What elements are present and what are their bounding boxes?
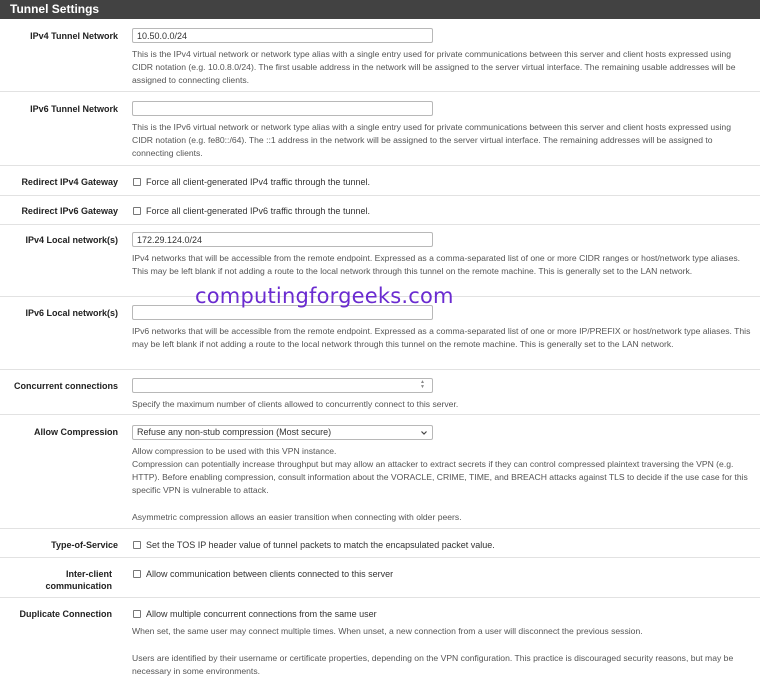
inter-client-communication-checkbox[interactable] xyxy=(133,570,141,578)
row-ipv4-tunnel-network xyxy=(0,19,760,92)
number-spinner-icon[interactable]: ▲ ▼ xyxy=(420,379,425,390)
ipv6-tunnel-network-label: IPv6 Tunnel Network xyxy=(30,104,118,114)
duplicate-connection-help-behavior: When set, the same user may connect multiple times. When unset, a new connection from a user will disconnect the previous session. xyxy=(132,626,643,636)
row-type-of-service xyxy=(0,529,760,558)
row-redirect-ipv4-gateway xyxy=(0,166,760,196)
row-inter-client-communication xyxy=(0,558,760,598)
ipv4-local-networks-input[interactable] xyxy=(132,232,433,247)
section-title: Tunnel Settings xyxy=(0,0,760,19)
duplicate-connection-checkbox-label: Allow multiple concurrent connections from the same user xyxy=(146,609,377,619)
allow-compression-help-intro: Allow compression to be used with this VPN instance. xyxy=(132,446,337,456)
allow-compression-selected-value: Refuse any non-stub compression (Most secure) xyxy=(137,427,332,437)
redirect-ipv4-gateway-checkbox-label: Force all client-generated IPv4 traffic through the tunnel. xyxy=(146,177,370,187)
allow-compression-label: Allow Compression xyxy=(33,427,118,437)
redirect-ipv6-gateway-label: Redirect IPv6 Gateway xyxy=(21,206,118,216)
duplicate-connection-checkbox[interactable] xyxy=(133,610,141,618)
ipv6-local-networks-label: IPv6 Local network(s) xyxy=(25,308,118,318)
allow-compression-help-warning: Compression can potentially increase throughput but may allow an attacker to extract secrets if they can control compressed plaintext traversing the VPN (e.g. HTTP). Before enabling compression, consult information about the VORACLE, CRIME, TIME, and BREACH attacks against TLS to decide if the use case for this specific VPN is vulnerable to attack. xyxy=(132,459,748,495)
ipv4-tunnel-network-label: IPv4 Tunnel Network xyxy=(30,31,118,41)
concurrent-connections-help: Specify the maximum number of clients allowed to concurrently connect to this server. xyxy=(132,399,459,409)
type-of-service-checkbox-label: Set the TOS IP header value of tunnel packets to match the encapsulated packet value. xyxy=(146,540,495,550)
ipv4-local-networks-label: IPv4 Local network(s) xyxy=(25,235,118,245)
row-allow-compression xyxy=(0,415,760,529)
duplicate-connection-help-identification: Users are identified by their username or certificate properties, depending on the VPN configuration. This practice is discouraged security reasons, but may be necessary in some environments. xyxy=(132,653,734,676)
ipv6-tunnel-network-input[interactable] xyxy=(132,101,433,116)
duplicate-connection-label: Duplicate Connection xyxy=(19,609,112,619)
inter-client-communication-checkbox-label: Allow communication between clients connected to this server xyxy=(146,569,394,579)
watermark: computingforgeeks.com xyxy=(195,284,454,308)
ipv4-local-networks-help: IPv4 networks that will be accessible from the remote endpoint. Expressed as a comma-separated list of one or more CIDR ranges or host/network type aliases. This may be left blank if not adding a route to the local network through this tunnel on the remote machine. This is generally set to the LAN network. xyxy=(132,253,741,276)
row-duplicate-connection xyxy=(0,598,760,680)
allow-compression-select[interactable] xyxy=(132,425,433,440)
redirect-ipv4-gateway-label: Redirect IPv4 Gateway xyxy=(21,177,118,187)
inter-client-communication-label: Inter-client communication xyxy=(45,569,112,591)
concurrent-connections-input[interactable] xyxy=(132,378,433,393)
row-concurrent-connections xyxy=(0,370,760,415)
type-of-service-label: Type-of-Service xyxy=(51,540,118,550)
ipv4-tunnel-network-help: This is the IPv4 virtual network or network type alias with a single entry used for private communications between this server and client hosts expressed using CIDR notation (e.g. 10.0.8.0/24). The first usable address in the network will be assigned to the server virtual interface. The remaining usable addresses will be assigned to connecting clients. xyxy=(132,49,736,85)
row-redirect-ipv6-gateway xyxy=(0,196,760,225)
redirect-ipv4-gateway-checkbox[interactable] xyxy=(133,178,141,186)
chevron-down-icon xyxy=(420,429,428,437)
allow-compression-help-asymmetric: Asymmetric compression allows an easier transition when connecting with older peers. xyxy=(132,512,462,522)
ipv4-tunnel-network-input[interactable] xyxy=(132,28,433,43)
row-ipv6-tunnel-network xyxy=(0,92,760,166)
redirect-ipv6-gateway-checkbox[interactable] xyxy=(133,207,141,215)
ipv6-local-networks-help: IPv6 networks that will be accessible from the remote endpoint. Expressed as a comma-separated list of one or more IP/PREFIX or host/network type aliases. This may be left blank if not adding a route to the local network through this tunnel on the remote machine. This is generally set to the LAN network. xyxy=(132,326,751,349)
type-of-service-checkbox[interactable] xyxy=(133,541,141,549)
redirect-ipv6-gateway-checkbox-label: Force all client-generated IPv6 traffic through the tunnel. xyxy=(146,206,370,216)
concurrent-connections-label: Concurrent connections xyxy=(13,381,118,391)
ipv6-tunnel-network-help: This is the IPv6 virtual network or network type alias with a single entry used for private communications between this server and client hosts expressed using CIDR notation (e.g. fe80::/64). The ::1 address in the network will be assigned to the server virtual interface. The remaining addresses will be assigned to connecting clients. xyxy=(132,122,731,158)
